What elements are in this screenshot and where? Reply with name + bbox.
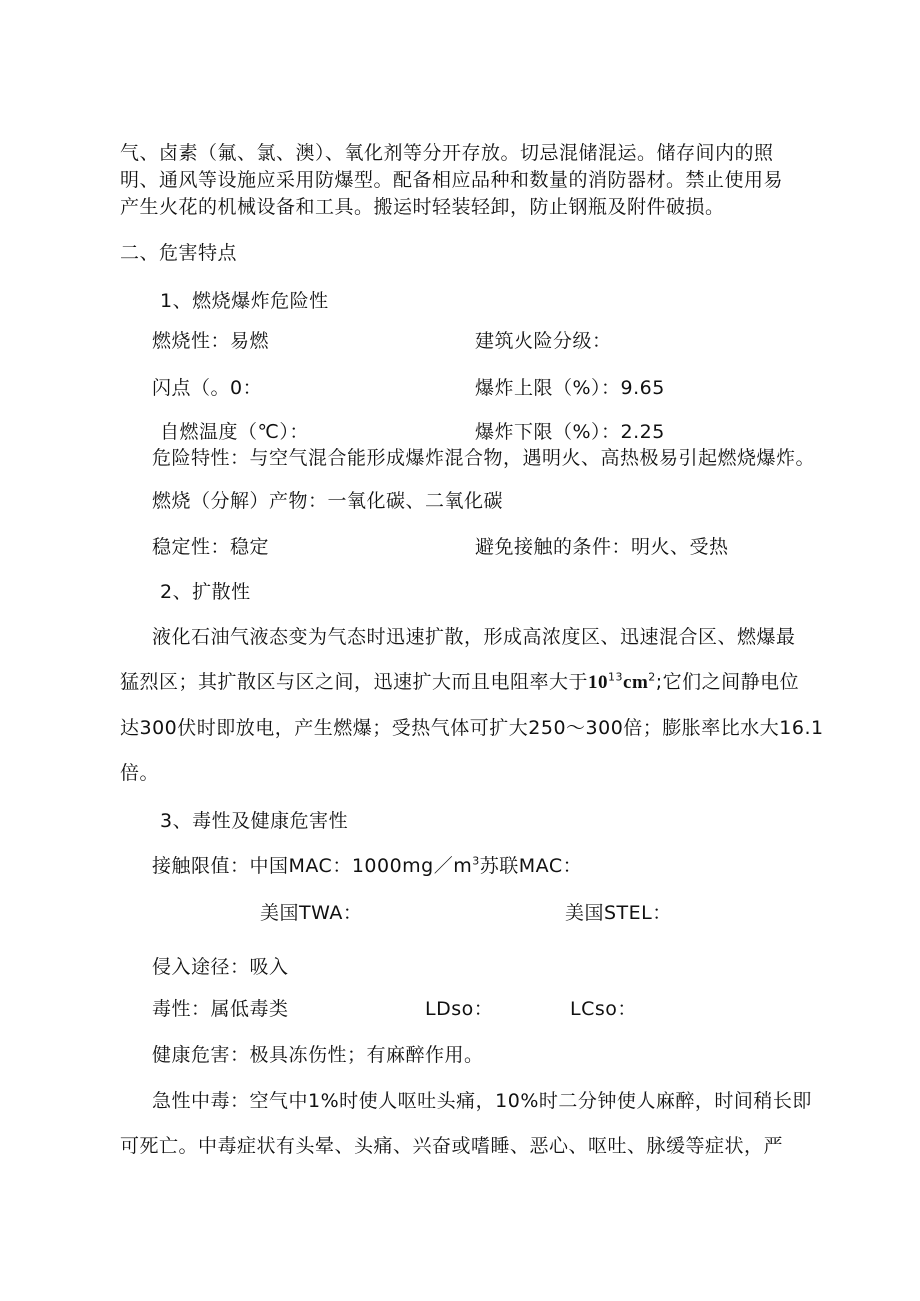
diffusion-line-2 (120, 670, 799, 695)
explosion-lower-limit: 爆炸下限（%）：2.25 (475, 421, 665, 443)
resistivity-unit-exponent: 2 (648, 670, 656, 684)
us-stel: 美国STEL： (565, 902, 672, 924)
acute-poisoning-line-2: 可死亡。中毒症状有头晕、头痛、兴奋或嗜睡、恶心、呕吐、脉缓等症状，严 (120, 1135, 784, 1157)
us-twa: 美国TWA： (260, 902, 363, 924)
combustion-products: 燃烧（分解）产物：一氧化碳、二氧化碳 (152, 490, 504, 512)
conditions-to-avoid: 避免接触的条件：明火、受热 (475, 536, 729, 558)
exposure-limits-post: 苏联MAC： (479, 855, 583, 877)
diffusion-line-2-post: ;它们之间静电位 (655, 671, 800, 693)
lc50: LCso： (570, 998, 637, 1020)
storage-line-2: 明、通风等设施应采用防爆型。配备相应品种和数量的消防器材。禁止使用易 (120, 169, 784, 191)
resistivity-exponent: 13 (608, 670, 624, 684)
stability: 稳定性：稳定 (152, 536, 270, 558)
health-hazards: 健康危害：极具冻伤性；有麻醉作用。 (152, 1044, 484, 1066)
explosion-upper-limit: 爆炸上限（%）：9.65 (475, 377, 665, 399)
exposure-limits-exponent: 3 (472, 854, 480, 868)
storage-line-1: 气、卤素（氟、氯、澳）、氧化剂等分开存放。切忌混储混运。储存间内的照 (120, 142, 774, 164)
hazard-characteristics: 危险特性：与空气混合能形成爆炸混合物，遇明火、高热极易引起燃烧爆炸。 (152, 447, 816, 469)
diffusion-line-1: 液化石油气液态变为气态时迅速扩散，形成高浓度区、迅速混合区、燃爆最 (152, 626, 796, 648)
storage-line-3: 产生火花的机械设备和工具。搬运时轻装轻卸，防止钢瓶及附件破损。 (120, 196, 725, 218)
exposure-limits (152, 854, 582, 878)
acute-poisoning-line-1: 急性中毒：空气中1%时使人呕吐头痛，10%时二分钟使人麻醉，时间稍长即 (152, 1090, 812, 1112)
resistivity-base: 10 (588, 672, 609, 693)
subheading-diffusion: 2、扩散性 (160, 581, 251, 603)
fire-class: 建筑火险分级： (475, 330, 612, 352)
route-of-entry: 侵入途径：吸入 (152, 956, 289, 978)
flammability: 燃烧性：易燃 (152, 330, 270, 352)
section-heading-hazards: 二、危害特点 (120, 242, 238, 264)
subheading-toxicity: 3、毒性及健康危害性 (160, 810, 349, 832)
autoignition-temp: 自燃温度（℃）： (160, 421, 309, 443)
exposure-limits-pre: 接触限值：中国MAC：1000mg／m (152, 855, 473, 877)
diffusion-line-3: 达300伏时即放电，产生燃爆；受热气体可扩大250～300倍；膨胀率比水大16.1 (120, 717, 824, 739)
toxicity-class: 毒性：属低毒类 (152, 998, 289, 1020)
resistivity-unit: cm (623, 672, 649, 693)
subheading-combustion: 1、燃烧爆炸危险性 (160, 290, 329, 312)
flash-point: 闪点（。0： (152, 377, 263, 399)
diffusion-line-4: 倍。 (120, 762, 160, 784)
ld50: LDso： (425, 998, 494, 1020)
diffusion-line-2-pre: 猛烈区；其扩散区与区之间，迅速扩大而且电阻率大于 (120, 671, 589, 693)
